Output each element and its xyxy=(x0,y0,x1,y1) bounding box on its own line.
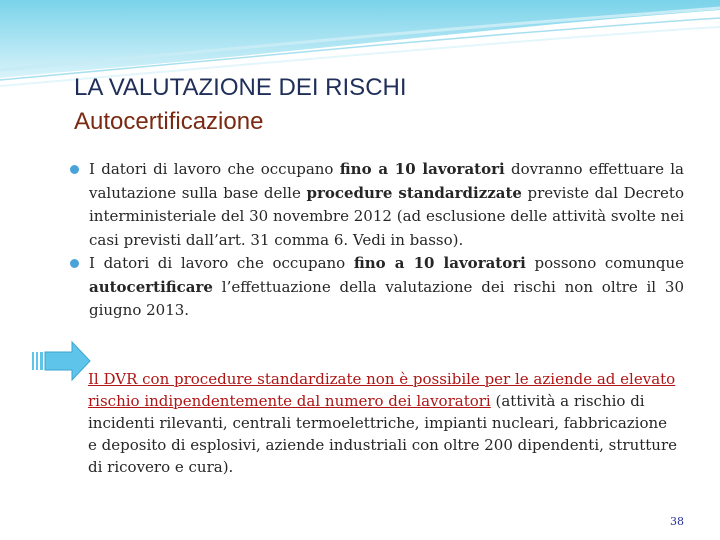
slide-title: LA VALUTAZIONE DEI RISCHI xyxy=(74,74,407,101)
bullet-bold-text: fino a 10 lavoratori xyxy=(339,160,505,178)
page-number: 38 xyxy=(670,515,684,528)
slide-subtitle: Autocertificazione xyxy=(74,108,264,135)
bullet-text: I datori di lavoro che occupano xyxy=(89,254,354,272)
bullet-dot-icon xyxy=(70,259,79,268)
bullet-text: previste dal Decreto interministeriale del 30 novembre 2012 (ad esclusione delle attività svolte nei casi previsti dall’art. 31 comma 6. Vedi in basso). xyxy=(89,183,684,249)
arrow-right-icon xyxy=(30,340,92,382)
bullet-text: I datori di lavoro che occupano xyxy=(89,160,340,178)
bullet-bold-text: autocertificare xyxy=(89,277,213,296)
bullet-item xyxy=(70,158,684,252)
bullet-item xyxy=(70,252,684,323)
bullet-bold-text: procedure standardizzate xyxy=(306,183,522,202)
bullet-list xyxy=(70,158,684,323)
bullet-text: dovranno effettuare la valutazione sulla base delle xyxy=(89,160,685,202)
note-text: (attività a rischio di incidenti rilevanti, centrali termoelettriche, impianti nucleari, fabbricazione e deposito di esplosivi, aziende industriali con oltre 200 dipendenti, strutture di ricovero e cura). xyxy=(88,392,677,476)
bullet-bold-text: fino a 10 lavoratori xyxy=(353,254,526,272)
bullet-text: l’effettuazione della valutazione dei rischi non oltre il 30 giugno 2013. xyxy=(89,277,684,319)
note-paragraph xyxy=(88,368,678,478)
note-highlight-text: Il DVR con procedure standardizate non è possibile per le aziende ad elevato rischio indipendentemente dal numero dei lavoratori xyxy=(88,370,676,410)
bullet-dot-icon xyxy=(70,165,79,174)
bullet-text: possono comunque xyxy=(525,254,685,272)
